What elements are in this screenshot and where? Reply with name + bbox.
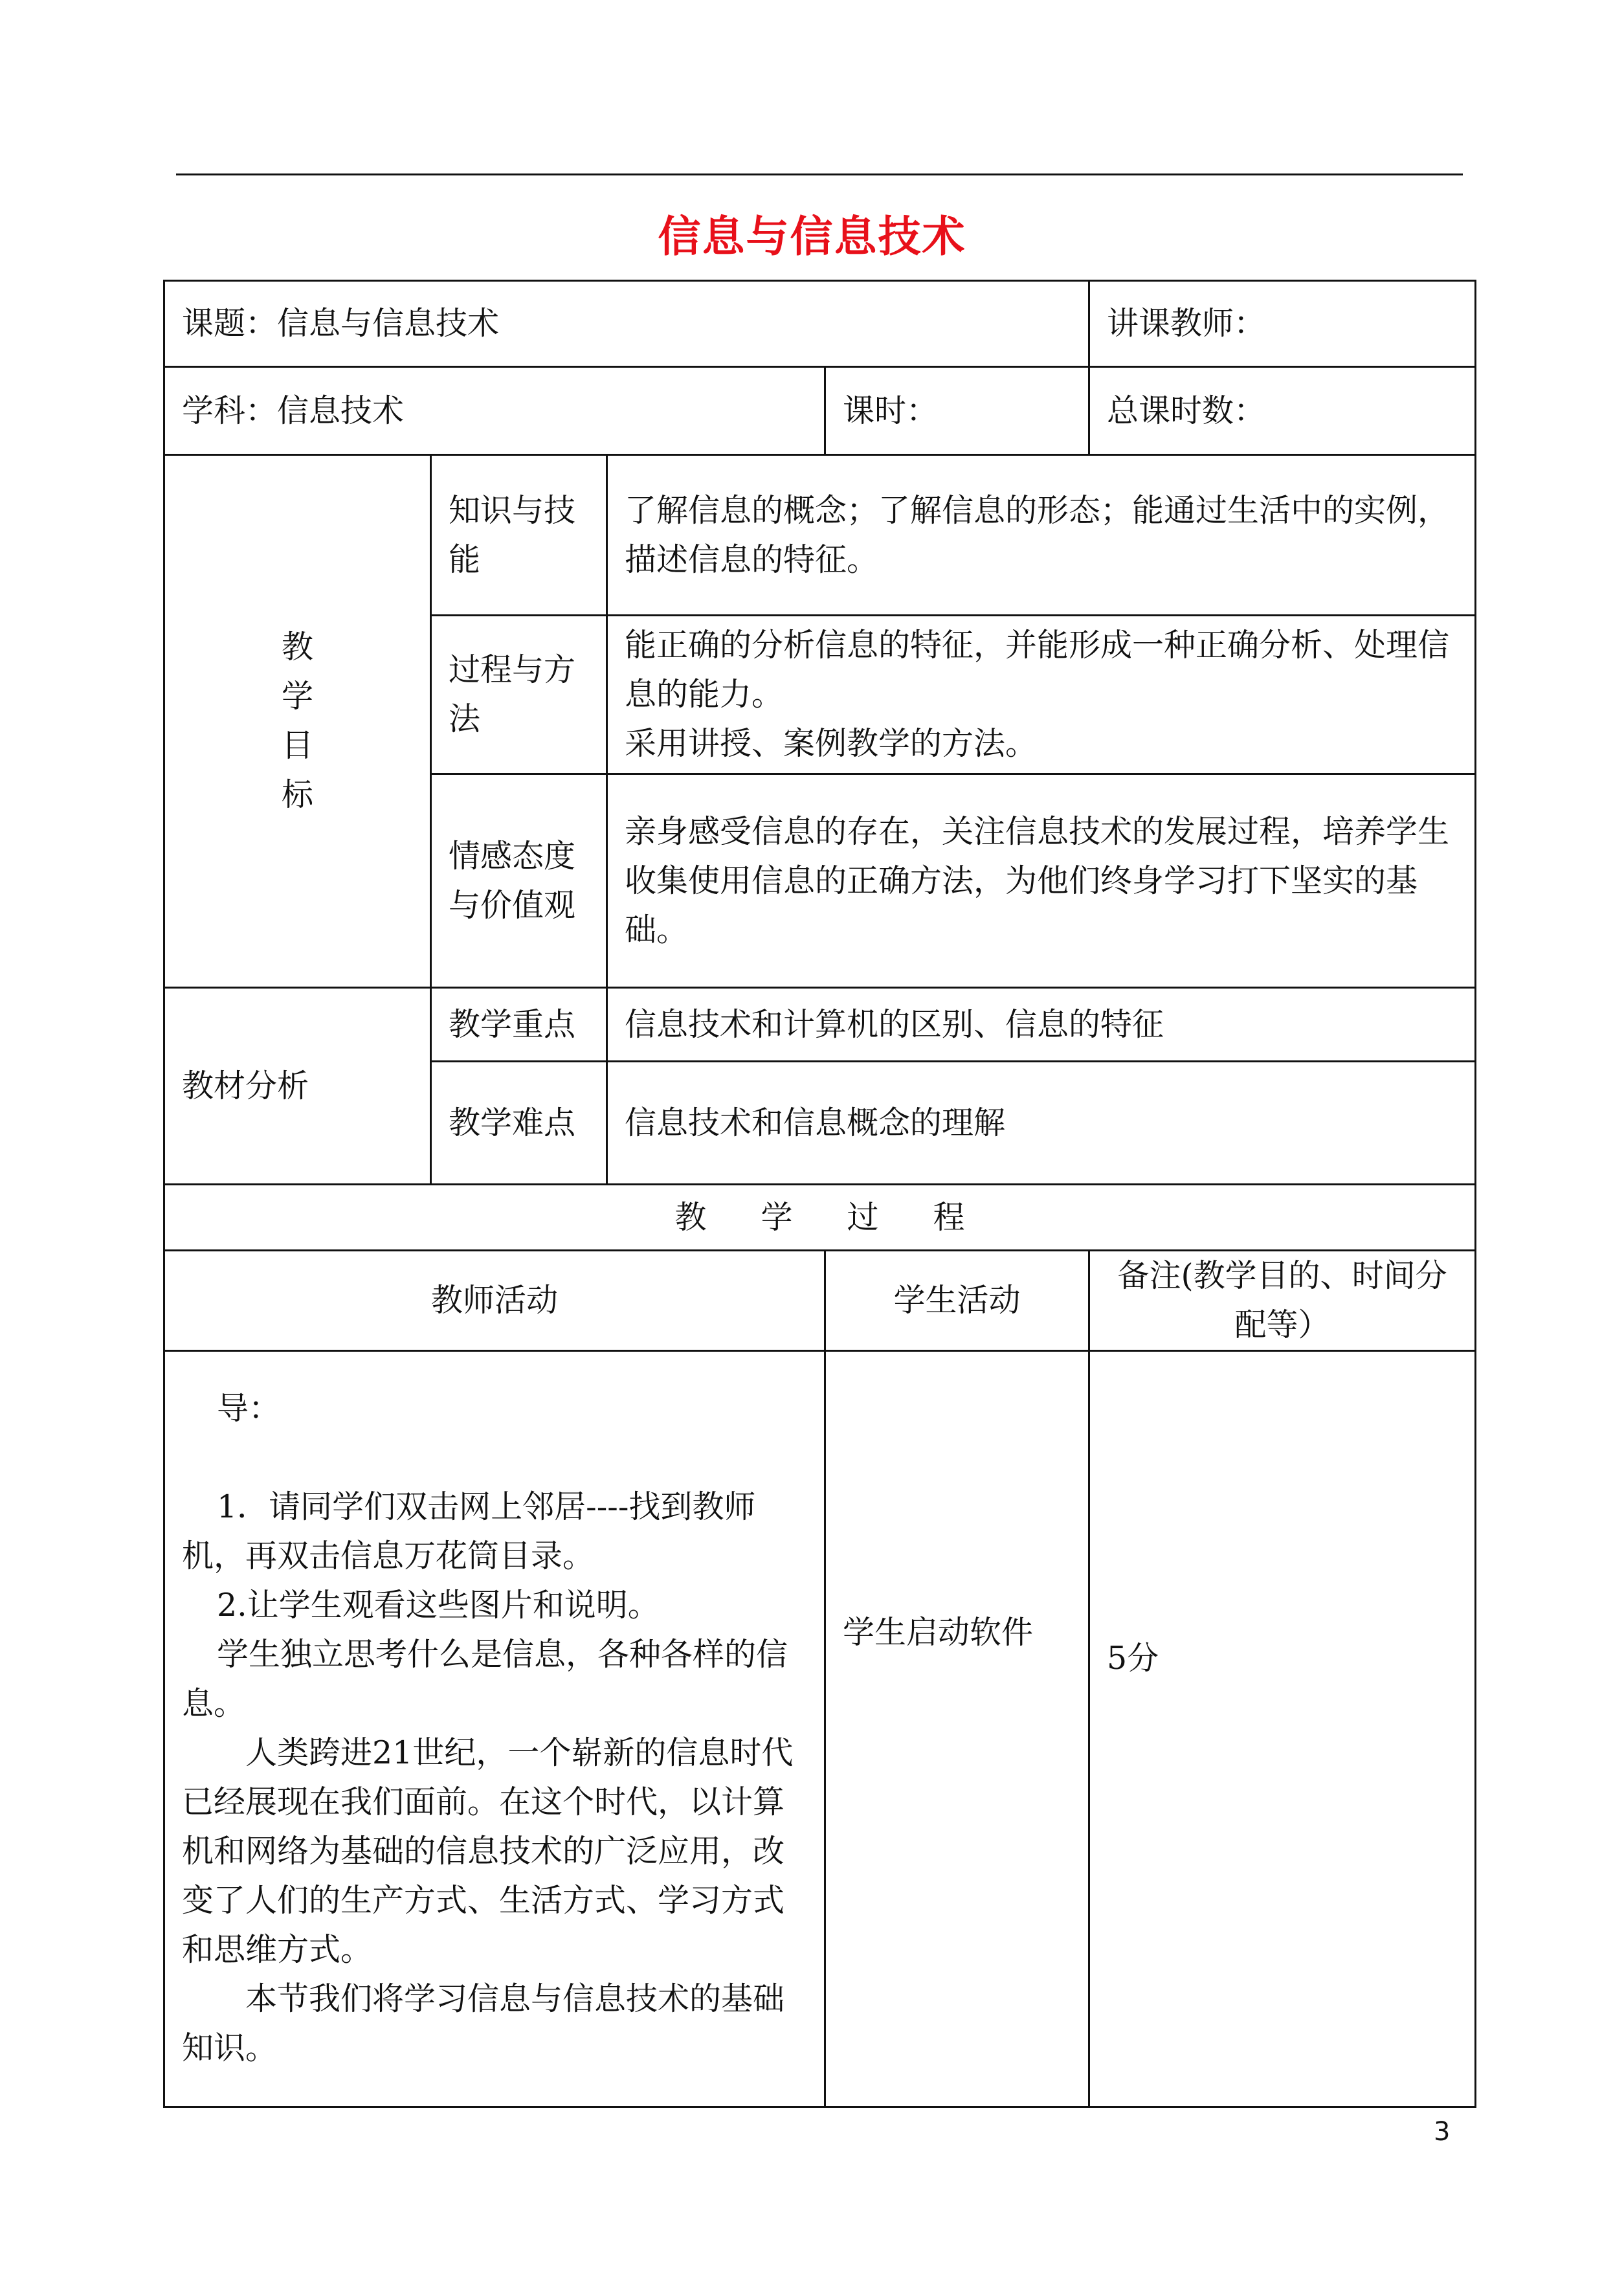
objective-row [164,455,1476,616]
objectives-label: 教 学 目 标 [164,455,431,988]
student-activity-header: 学生活动 [825,1251,1089,1351]
analysis-content: 信息技术和计算机的区别、信息的特征 [607,988,1476,1062]
subject-row [164,367,1476,455]
student-activity-cell: 学生启动软件 [825,1351,1089,2107]
process-heading-row [164,1185,1476,1251]
topic-row [164,281,1476,367]
process-columns-row [164,1251,1476,1351]
analysis-label: 教材分析 [164,988,431,1185]
topic-cell: 课题：信息与信息技术 [164,281,1089,367]
teacher-activity-cell [164,1351,825,2107]
analysis-name: 教学难点 [431,1062,607,1185]
analysis-content: 信息技术和信息概念的理解 [607,1062,1476,1185]
objective-name: 知识与技能 [431,455,607,616]
teacher-paragraph: 导： [217,1390,281,1427]
process-content-row [164,1351,1476,2107]
lesson-plan-table [163,280,1476,2108]
notes-header: 备注(教学目的、时间分配等） [1089,1251,1476,1351]
teacher-paragraph: 学生独立思考什么是信息，各种各样的信息。 [182,1636,788,1722]
analysis-name: 教学重点 [431,988,607,1062]
process-heading: 教 学 过 程 [164,1185,1476,1251]
teacher-paragraph: 本节我们将学习信息与信息技术的基础知识。 [182,1980,785,2066]
teacher-paragraph: 2.让学生观看这些图片和说明。 [217,1587,660,1624]
objective-content: 能正确的分析信息的特征，并能形成一种正确分析、处理信息的能力。 采用讲授、案例教学的方法。 [607,616,1476,774]
subject-cell: 学科：信息技术 [164,367,825,455]
teacher-cell: 讲课教师： [1089,281,1476,367]
objective-name: 情感态度与价值观 [431,774,607,988]
teacher-paragraph: 1．请同学们双击网上邻居----找到教师机，再双击信息万花筒目录。 [182,1488,756,1574]
teacher-activity-header: 教师活动 [164,1251,825,1351]
document-title: 信息与信息技术 [658,211,966,262]
teacher-paragraph: 人类跨进21世纪，一个崭新的信息时代已经展现在我们面前。在这个时代，以计算机和网络为基础的信息技术的广泛应用，改变了人们的生产方式、生活方式、学习方式和思维方式。 [182,1734,794,1968]
page-number: 3 [1434,2117,1451,2147]
objective-name: 过程与方法 [431,616,607,774]
header-rule [176,173,1463,175]
note-cell: 5分 [1089,1351,1476,2107]
analysis-row [164,988,1476,1062]
period-cell: 课时： [825,367,1089,455]
objective-content: 了解信息的概念；了解信息的形态；能通过生活中的实例，描述信息的特征。 [607,455,1476,616]
total-periods-cell: 总课时数： [1089,367,1476,455]
objective-content: 亲身感受信息的存在，关注信息技术的发展过程，培养学生收集使用信息的正确方法，为他们终身学习打下坚实的基础。 [607,774,1476,988]
